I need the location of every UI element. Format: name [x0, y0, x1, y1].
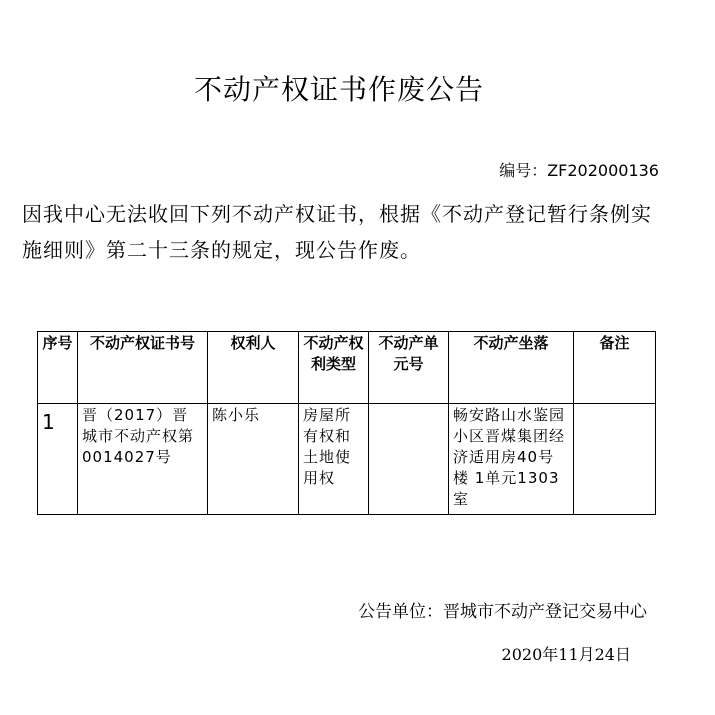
table-header-row [38, 332, 656, 404]
header-certificate-no: 不动产权证书号 [78, 332, 208, 404]
cell-owner: 陈小乐 [208, 404, 299, 515]
cell-unit-no [369, 404, 449, 515]
cell-certificate-no: 晋（2017）晋城市不动产权第0014027号 [78, 404, 208, 515]
notice-intro: 因我中心无法收回下列不动产权证书，根据《不动产登记暂行条例实施细则》第二十三条的规定，现公告作废。 [22, 202, 652, 262]
header-location: 不动产坐落 [449, 332, 574, 404]
issue-date: 2020年11月24日 [501, 645, 631, 664]
header-right-type: 不动产权利类型 [299, 332, 369, 404]
cell-seq: 1 [38, 404, 78, 515]
issuer: 公告单位：晋城市不动产登记交易中心 [358, 602, 647, 622]
cell-right-type: 房屋所有权和土地使用权 [299, 404, 369, 515]
cell-location: 畅安路山水鉴园小区晋煤集团经济适用房40号楼 1单元1303室 [449, 404, 574, 515]
header-remarks: 备注 [574, 332, 656, 404]
header-seq: 序号 [38, 332, 78, 404]
serial-number: 编号：ZF202000136 [499, 161, 659, 180]
certificate-table [37, 331, 656, 515]
cell-remarks [574, 404, 656, 515]
header-unit-no: 不动产单元号 [369, 332, 449, 404]
table-row [38, 404, 656, 515]
header-owner: 权利人 [208, 332, 299, 404]
document-title: 不动产权证书作废公告 [193, 73, 484, 106]
